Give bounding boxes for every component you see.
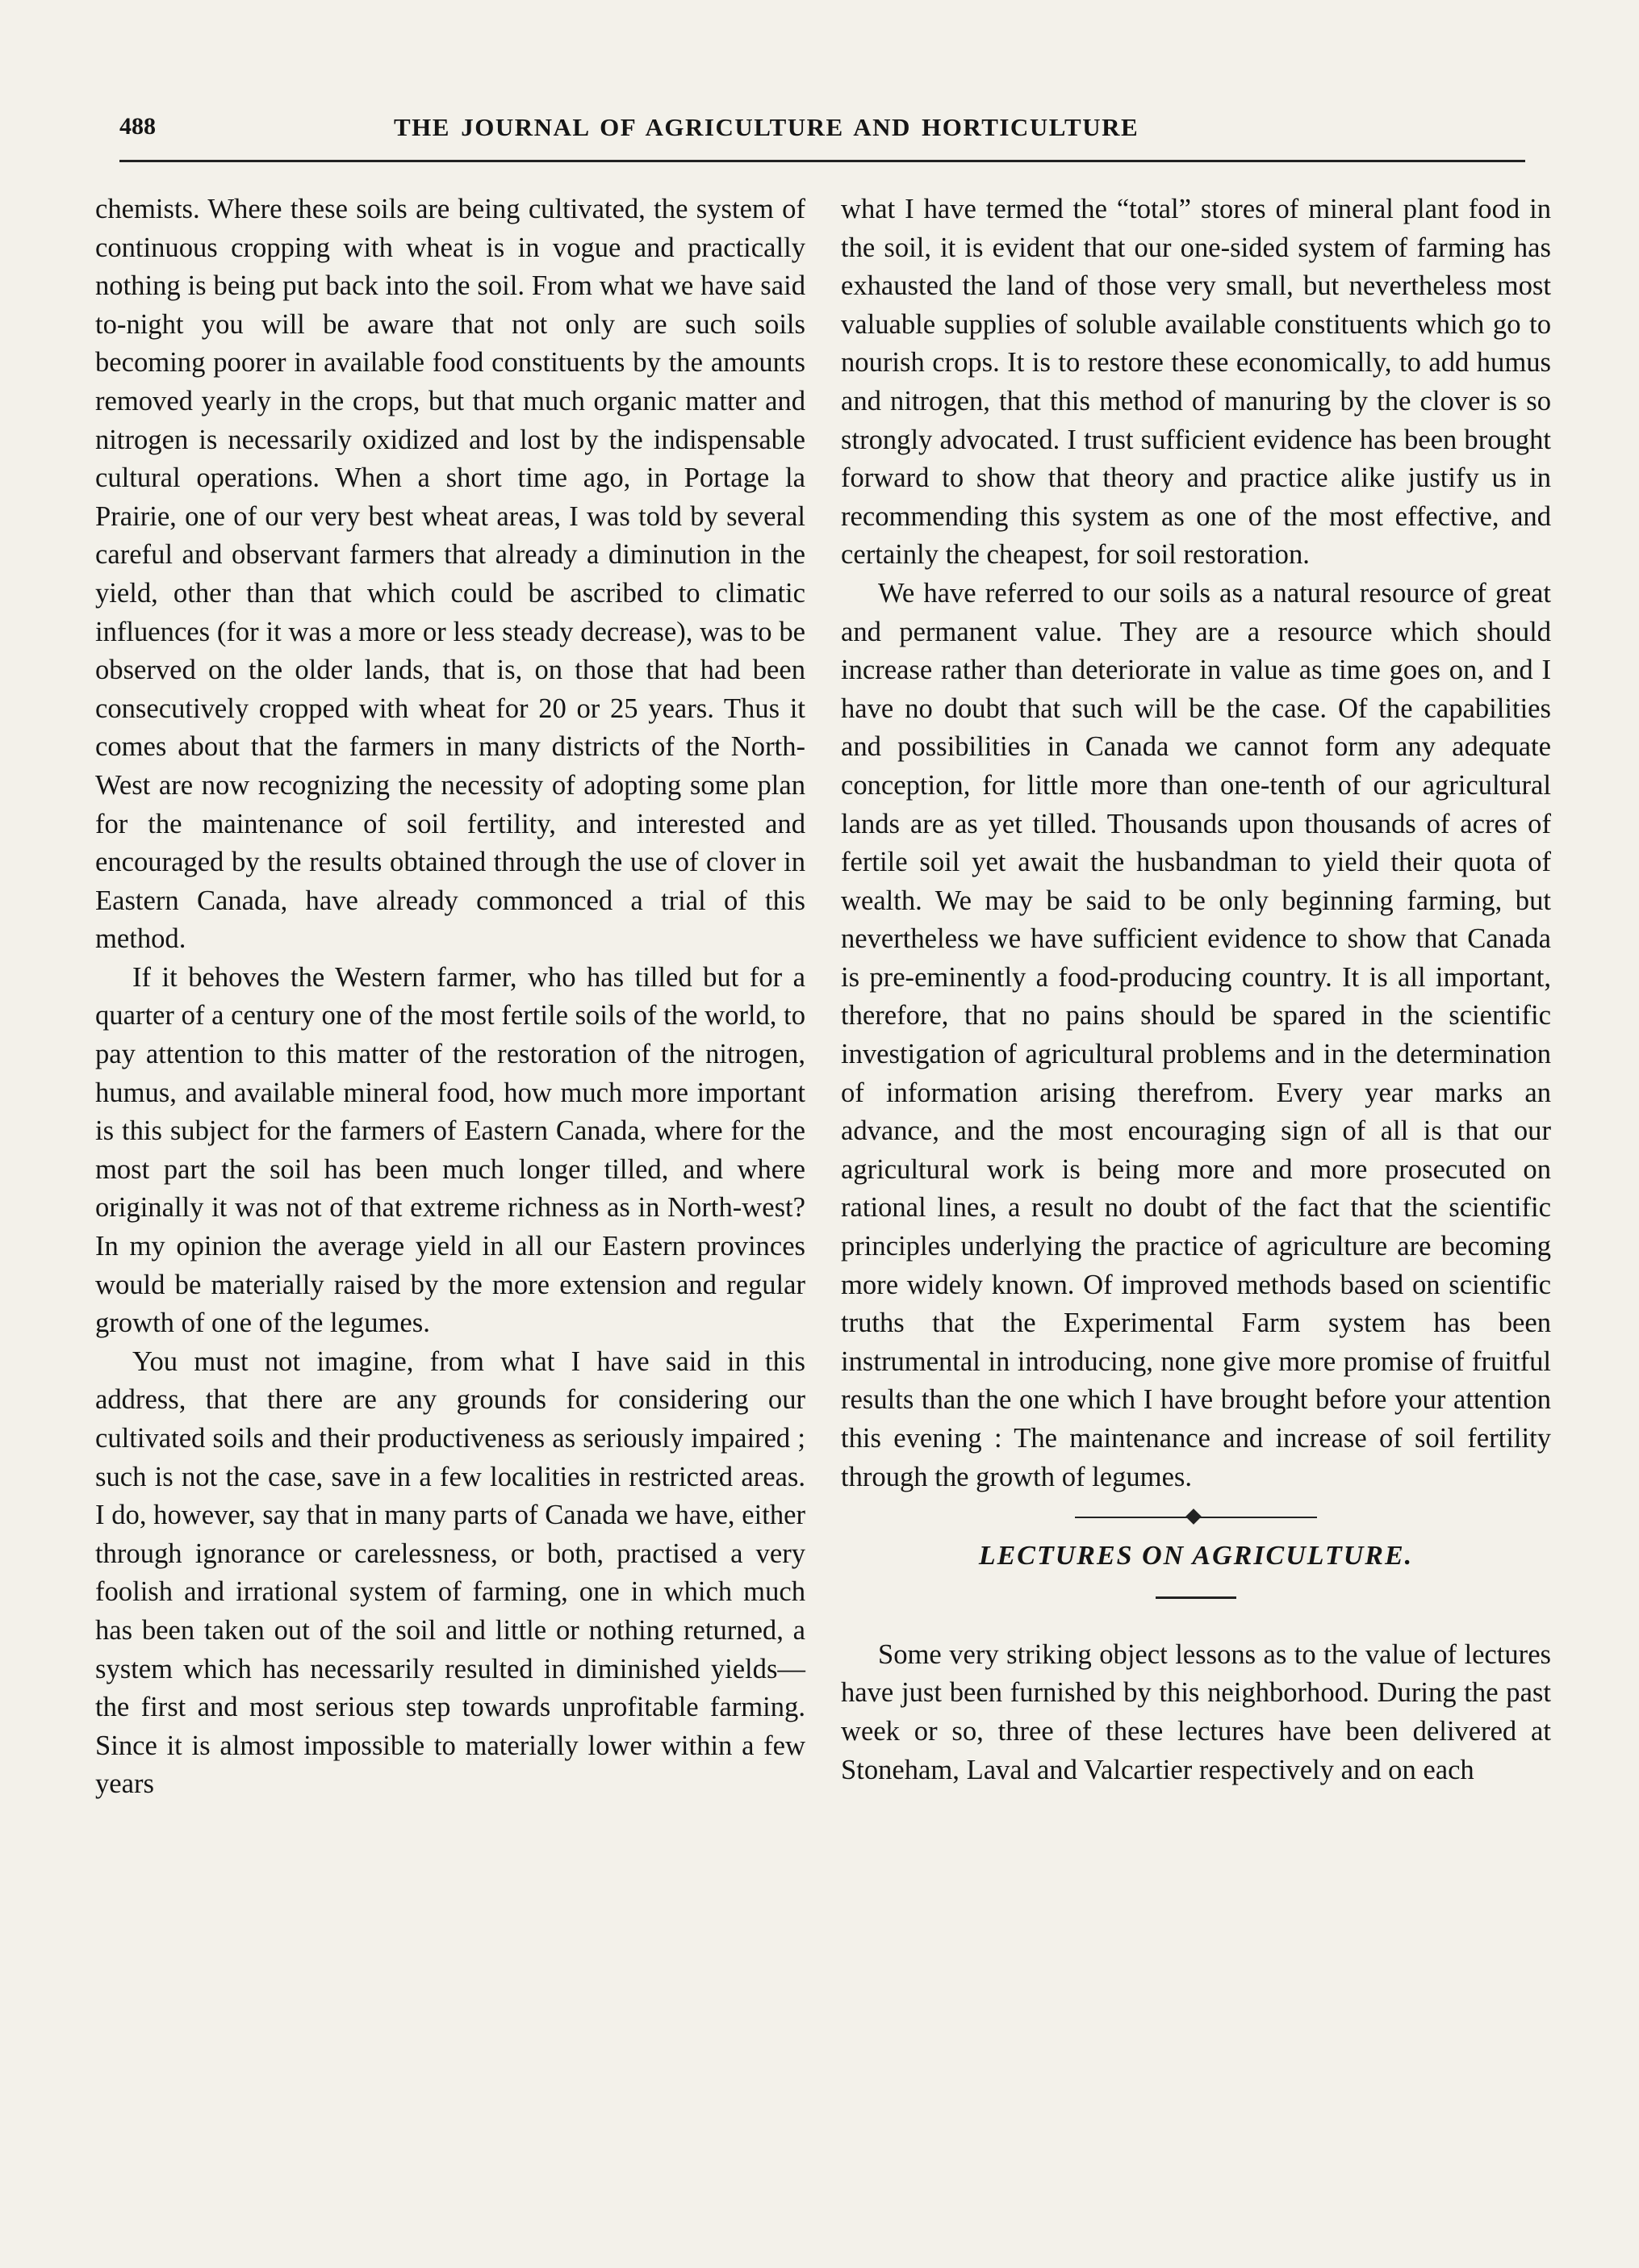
right-column — [841, 190, 1551, 2208]
paragraph-natural-resource: We have referred to our soils as a natural resource of great and permanent value. They are a resource which should increase rather than deteriorate in value as time goes on, and I have no doubt that such will be the case. Of the capabilities and possibilities in Canada we cannot form any adequate conception, for little more than one-tenth of our agricultural lands are as yet tilled. Thousands upon thousands of acres of fertile soil yet await the husbandman to yield their quota of wealth. We may be said to be only beginning farming, but nevertheless we have sufficient evidence to show that Canada is pre-eminently a food-producing country. It is all important, therefore, that no pains should be spared in the scientific investigation of agricultural problems and in the determination of information arising therefrom. Every year marks an advance, and the most encouraging sign of all is that our agricultural work is being more and more prosecuted on rational lines, a result no doubt of the fact that the scientific principles underlying the practice of agriculture are becoming more widely known. Of improved methods based on scientific truths that the Experimental Farm system has been instrumental in introducing, none give more promise of fruitful results than the one which I have brought before your attention this evening : The maintenance and increase of soil fertility through the growth of legumes. — [841, 577, 1551, 1492]
left-column — [95, 190, 805, 2208]
paragraph-soils-impaired: You must not imagine, from what I have said in this address, that there are any grounds for considering our cultivated soils and their productiveness as seriously impaired ; such is not the case, save in a few localities in restricted areas. I do, however, say that in many parts of Canada we have, either through ignorance or carelessness, or both, practised a very foolish and irrational system of farming, one in which much has been taken out of the soil and little or nothing returned, a system which has necessarily resulted in diminished yields—the first and most serious step towards unprofitable farming. Since it is almost impossible to materially lower within a few years — [95, 1345, 805, 1800]
page-number: 488 — [119, 113, 156, 140]
paragraph-mineral-food: what I have termed the “total” stores of mineral plant food in the soil, it is evident that our one-sided system of farming has exhausted the land of those very small, but nevertheless most valuable supplies of soluble available constituents which go to nourish crops. It is to restore these economically, to add humus and nitrogen, that this method of manuring by the clover is so strongly advocated. I trust sufficient evidence has been brought forward to show that theory and practice alike justify us in recommending this system as one of the most effective, and certainly the cheapest, for soil restoration. — [841, 194, 1551, 571]
journal-title: THE JOURNAL OF AGRICULTURE AND HORTICULTURE — [394, 113, 1139, 141]
running-head — [119, 113, 1524, 161]
ornamental-divider — [1075, 1508, 1317, 1527]
section-heading: LECTURES ON AGRICULTURE. — [978, 1541, 1414, 1571]
paragraph-lectures: Some very striking object lessons as to the value of lectures have just been furnished by this neighborhood. During the past week or so, three of these lectures have been delivered at Stoneham, Laval and Valcartier respectively and on each — [841, 1638, 1551, 1785]
header-rule — [119, 160, 1525, 162]
short-rule — [1156, 1596, 1236, 1599]
paragraph-western-farmer: If it behoves the Western farmer, who has tilled but for a quarter of a century one of the most fertile soils of the world, to pay attention to this matter of the restoration of the nitrogen, humus, and available mineral food, how much more important is this subject for the farmers of Eastern Canada, where for the most part the soil has been much longer tilled, and where originally it was not of that extreme richness as in North-west? In my opinion the average yield in all our Eastern provinces would be materially raised by the more extension and regular growth of one of the legumes. — [95, 961, 805, 1339]
paragraph-continued: chemists. Where these soils are being cultivated, the system of continuous cropping with wheat is in vogue and practically nothing is being put back into the soil. From what we have said to-night you will be aware that not only are such soils becoming poorer in available food constituents by the amounts removed yearly in the crops, but that much organic matter and nitrogen is necessarily oxidized and lost by the indispensable cultural operations. When a short time ago, in Portage la Prairie, one of our very best wheat areas, I was told by several careful and observant farmers that already a diminution in the yield, other than that which could be ascribed to climatic influences (for it was a more or less steady decrease), was to be observed on the older lands, that is, on those that had been consecutively cropped with wheat for 20 or 25 years. Thus it comes about that the farmers in many districts of the North-West are now recognizing the necessity of adopting some plan for the maintenance of soil fertility, and interested and encouraged by the results obtained through the use of clover in Eastern Canada, have already commonced a trial of this method. — [95, 194, 805, 955]
diamond-ornament-icon — [1185, 1509, 1202, 1525]
